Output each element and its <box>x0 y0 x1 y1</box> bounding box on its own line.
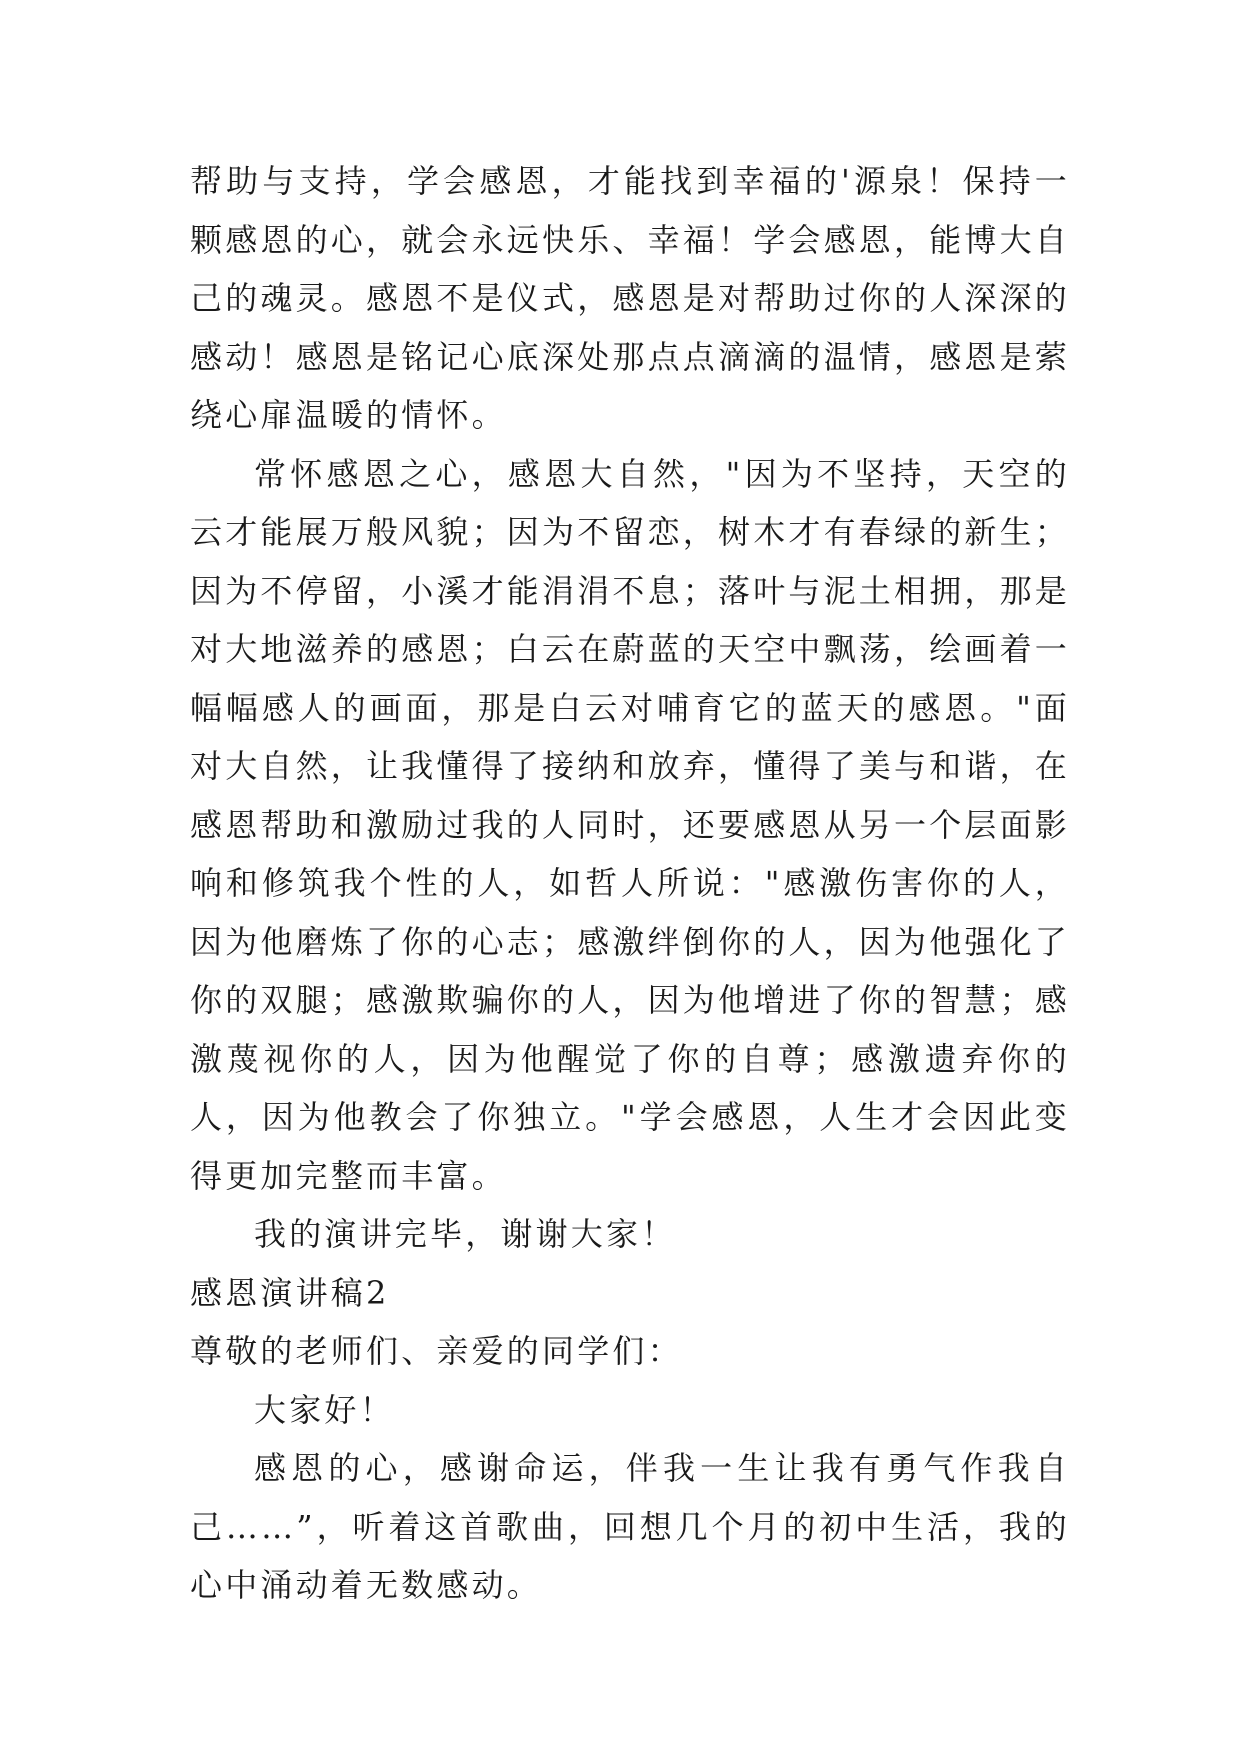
paragraph-gratitude-nature: 常怀感恩之心，感恩大自然，"因为不坚持，天空的云才能展万般风貌；因为不留恋，树木才有春绿的新生；因为不停留，小溪才能涓涓不息；落叶与泥土相拥，那是对大地滋养的感恩；白云在蔚蓝的天空中飘荡，绘画着一幅幅感人的画面，那是白云对哺育它的蓝天的感恩。"面对大自然，让我懂得了接纳和放弃，懂得了美与和谐，在感恩帮助和激励过我的人同时，还要感恩从另一个层面影响和修筑我个性的人，如哲人所说："感激伤害你的人，因为他磨炼了你的心志；感激绊倒你的人，因为他强化了你的双腿；感激欺骗你的人，因为他增进了你的智慧；感激蔑视你的人，因为他醒觉了你的自尊；感激遗弃你的人，因为他教会了你独立。"学会感恩，人生才会因此变得更加完整而丰富。 <box>190 454 1071 1195</box>
paragraph-gratitude-intro: 帮助与支持，学会感恩，才能找到幸福的'源泉！保持一颗感恩的心，就会永远快乐、幸福！学会感恩，能博大自己的魂灵。感恩不是仪式，感恩是对帮助过你的人深深的感动！感恩是铭记心底深处那点点滴滴的温情，感恩是萦绕心扉温暖的情怀。 <box>190 162 1071 434</box>
greeting: 大家好！ <box>254 1390 395 1429</box>
section-heading: 感恩演讲稿2 <box>190 1273 390 1312</box>
document-body <box>190 152 1070 1615</box>
paragraph-speech-end: 我的演讲完毕，谢谢大家！ <box>254 1215 677 1253</box>
paragraph-song-memory: 感恩的心，感谢命运，伴我一生让我有勇气作我自己……”，听着这首歌曲，回想几个月的初中生活，我的心中涌动着无数感动。 <box>190 1449 1070 1604</box>
salutation: 尊敬的老师们、亲爱的同学们： <box>190 1332 683 1370</box>
